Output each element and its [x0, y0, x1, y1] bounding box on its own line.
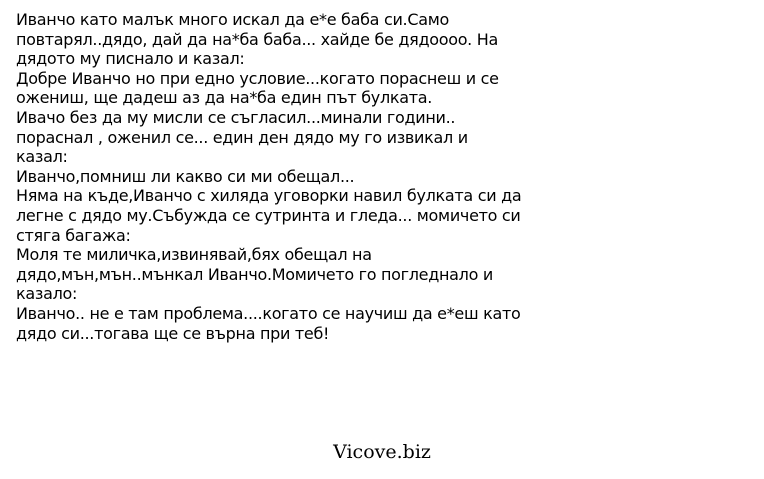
- joke-line: Иванчо.. не е там проблема....когато се научиш да е*еш като: [16, 303, 521, 323]
- joke-line: Добре Иванчо но при едно условие...когато пораснеш и се: [16, 68, 499, 88]
- joke-line: ожениш, ще дадеш аз да на*ба един път булката.: [16, 88, 433, 108]
- joke-line: легне с дядо му.Събужда се сутринта и гледа... момичето си: [16, 205, 521, 225]
- joke-line: пораснал , оженил се... един ден дядо му го извикал и: [16, 127, 468, 147]
- joke-line: казал:: [16, 147, 68, 167]
- joke-line: дядо си...тогава ще се върна при теб!: [16, 323, 330, 343]
- joke-line: Ивачо без да му мисли се съгласил...минали години..: [16, 107, 456, 127]
- site-watermark: Vicove.biz: [333, 441, 431, 463]
- joke-text: [16, 10, 756, 343]
- joke-line: Моля те миличка,извинявай,бях обещал на: [16, 245, 372, 265]
- joke-line: Иванчо,помниш ли какво си ми обещал...: [16, 166, 355, 186]
- joke-line: Няма на къде,Иванчо с хиляда уговорки навил булката си да: [16, 186, 522, 206]
- joke-line: дядо,мън,мън..мънкал Иванчо.Момичето го погледнало и: [16, 264, 493, 284]
- joke-line: казало:: [16, 284, 78, 304]
- joke-line: Иванчо като малък много искал да е*е баба си.Само: [16, 10, 449, 29]
- joke-line: повтарял..дядо, дай да на*ба баба... хайде бе дядоооо. На: [16, 29, 498, 49]
- joke-line: стяга багажа:: [16, 225, 131, 245]
- joke-line: дядото му писнало и казал:: [16, 49, 245, 69]
